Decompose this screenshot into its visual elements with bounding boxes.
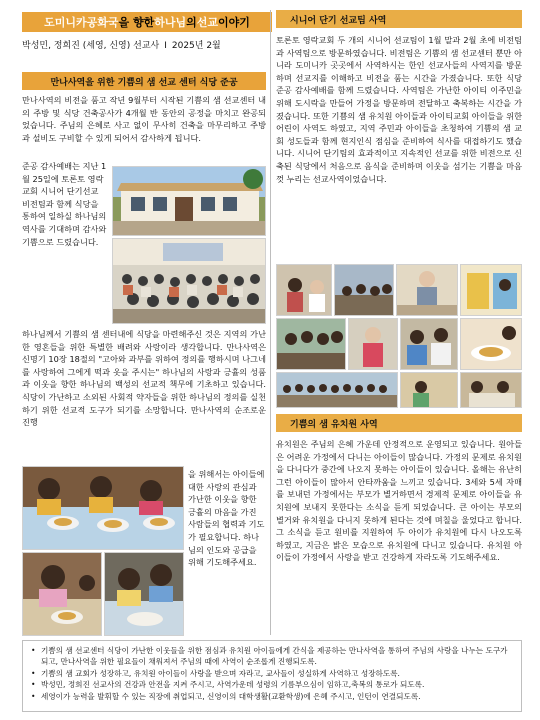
prayer-request-item: • 세영이가 능력을 발휘할 수 있는 직장에 취업되고, 신영이의 대학생활(교환학생)에 은혜 주시고, 인턴이 연결되도록.	[31, 691, 513, 702]
prayer-request-item: • 박성민, 정희진 선교사의 건강과 안전을 지켜 주시고, 사역가운데 성령의 기름부으심이 임하고,축복의 통로가 되도록.	[31, 679, 513, 690]
mission-photo-3	[396, 264, 458, 316]
title-mission: 선교	[196, 16, 218, 29]
section-heading-kindergarten: 기쁨의 샘 유치원 사역	[276, 414, 522, 432]
section-heading-mission-team: 시니어 단기 선교팀 사역	[276, 10, 522, 28]
title-god: 하나님	[154, 16, 187, 29]
title-country: 도미니카공화국	[44, 16, 119, 29]
byline-divider: I	[164, 41, 167, 51]
prayer-request-item: • 기쁨의 샘 선교센터 식당이 가난한 이웃들을 위한 점심과 유치원 아이들에게 간식을 제공하는 만나사역을 통하여 주님의 사랑을 나누는 도구가 되고, 만나사역을 위한 필요들이 채워져서 주님의 때에 사역이 순조롭게 진행되도록.	[31, 645, 513, 668]
mission-photo-4	[460, 264, 522, 316]
mission-team-paragraph: 토론토 영락교회 두 개의 시니어 선교팀이 1월 말과 2월 초에 비전팀과 사역팀으로 방문하였습니다. 비전팀은 기쁨의 샘 선교센터 뿐만 아니라 도미니카 곳곳에서 사역하시는 한인 선교사들의 사역지를 방문하며 선교지를 이해하고 비전을 품는 시간을 가졌습니다. 또한 식당 준공 감사예배를 함께 드렸습니다. 사역팀은 가난한 아이티 이주민을 위해 도시락을 만들어 가정을 방문하며 전달하고 축복하는 시간을 가졌습니다. 또한 기쁨의 샘 유치원 아이들과 아이티교회 아이들을 위한 어린이 사역도 하였고, 지역 주민과 아이들을 초청하여 기쁨의 샘 교회 성도들과 함께 현지인식 점심을 준비하여 식사를 대접하기도 했습니다. 시니어 단기팀의 효과적이고 지속적인 선교를 위한 비전으로 신축된 식당에서 처음으로 음식을 준비하며 이웃을 섬기는 기쁨을 마음껏 누리는 선교사역이었습니다.	[276, 35, 522, 184]
mission-photo-7	[400, 318, 458, 370]
title-text-2: 의	[186, 16, 197, 29]
mission-group-photo	[276, 372, 398, 408]
issue-date: 2025년 2월	[171, 41, 221, 51]
newsletter-title	[22, 12, 272, 32]
prayer-requests-box	[22, 640, 522, 712]
mission-photo-8	[460, 318, 522, 370]
mission-photo-10	[460, 372, 522, 408]
children-meal-photo-2	[22, 552, 102, 636]
children-meal-photo-3	[104, 552, 184, 636]
children-meal-photo-1	[22, 466, 184, 550]
column-divider	[270, 10, 271, 635]
dedication-service-photo	[112, 238, 266, 324]
cafeteria-paragraph-4: 을 위해서는 아이들에 대한 사랑의 관심과 가난한 이웃을 향한 긍휼의 마음을 가진 사람들의 협력과 기도가 필요합니다. 하나님의 인도와 공급을 위해 기도해주세요.	[188, 469, 265, 568]
mission-photo-9	[400, 372, 458, 408]
kindergarten-paragraph: 유치원은 주님의 은혜 가운데 안정적으로 운영되고 있습니다. 원아들은 어려운 가정에서 다니는 아이들이 많습니다. 가정의 문제로 유치원을 다니다가 중간에 나오지 못하는 아이들이 있습니다. 올해는 유난히 그런 아이들이 많아서 안타까움을 느끼고 있습니다. 3세와 5세 자매를 보내던 가정에서는 부모가 별거하면서 경제적 문제로 아이들을 유치원에 보내지 못한다는 소식을 듣게 되었습니다. 큰 아이는 부모의 별거와 유치원을 다니지 못하게 된다는 것에 며칠을 울었다고 합니다. 그 소식을 듣고 원비를 지원하여 두 아이가 유치원에 다시 나오도록 하였고, 지금은 밝은 모습으로 유치원에 다니고 있습니다. 유치원 아이들이 가정에서 사랑을 받고 건강하게 자라도록 기도해주세요.	[276, 439, 522, 563]
mission-photo-6	[348, 318, 398, 370]
byline	[22, 38, 272, 52]
authors: 박성민, 정희진 (세영, 신영) 선교사	[22, 41, 160, 51]
cafeteria-building-photo	[112, 166, 266, 236]
section-heading-cafeteria: 만나사역을 위한 기쁨의 샘 선교 센터 식당 준공	[22, 72, 266, 90]
mission-photo-2	[334, 264, 394, 316]
cafeteria-paragraph-2: 준공 감사예배는 지난 1월 25일에 토론토 영락교회 시니어 단기선교 비전팀과 함께 식당을 통하여 일하실 하나님의 역사를 기대하며 감사와 기쁨으로 드렸습니다.	[22, 161, 107, 247]
mission-photo-5	[276, 318, 346, 370]
title-text-1: 을 향한	[118, 16, 155, 29]
prayer-request-list	[31, 645, 513, 702]
mission-photo-1	[276, 264, 332, 316]
cafeteria-paragraph-1: 만나사역의 비전을 품고 작년 9월부터 시작된 기쁨의 샘 선교센터 내의 주방 및 식당 건축공사가 4개월 반 동안의 공정을 마치고 완공되었습니다. 주님의 은혜로 사고 없이 무사히 건축을 마무리하고 주방과 설비도 구비할 수 있게 되어서 감사하게 됩니다.	[22, 95, 266, 143]
cafeteria-paragraph-3: 하나님께서 기쁨의 샘 센터내에 식당을 마련해주신 것은 지역의 가난한 영혼들을 위한 특별한 배려와 사랑이라 생각합니다. 만나사역은 신명기 10장 18절의 "고아와 과부를 위하여 정의를 행하시며 나그네를 사랑하여 그에게 떡과 옷을 주시는" 하나님의 사랑과 긍휼의 성품과 이웃을 향한 하나님의 백성의 선교적 책무에 기초하고 있습니다. 식당이 가난하고 소외된 사회적 약자들을 위한 하나님의 정의를 실천하기 위한 선교적 도구가 되기를 소망합니다. 만나사역의 순조로운 진행	[22, 329, 266, 428]
title-text-3: 이야기	[218, 16, 250, 29]
prayer-request-item: • 기쁨의 샘 교회가 성장하고, 유치원 아이들이 사랑을 받으며 자라고, 교사들이 성실하게 사역하고 성장하도록.	[31, 668, 513, 679]
